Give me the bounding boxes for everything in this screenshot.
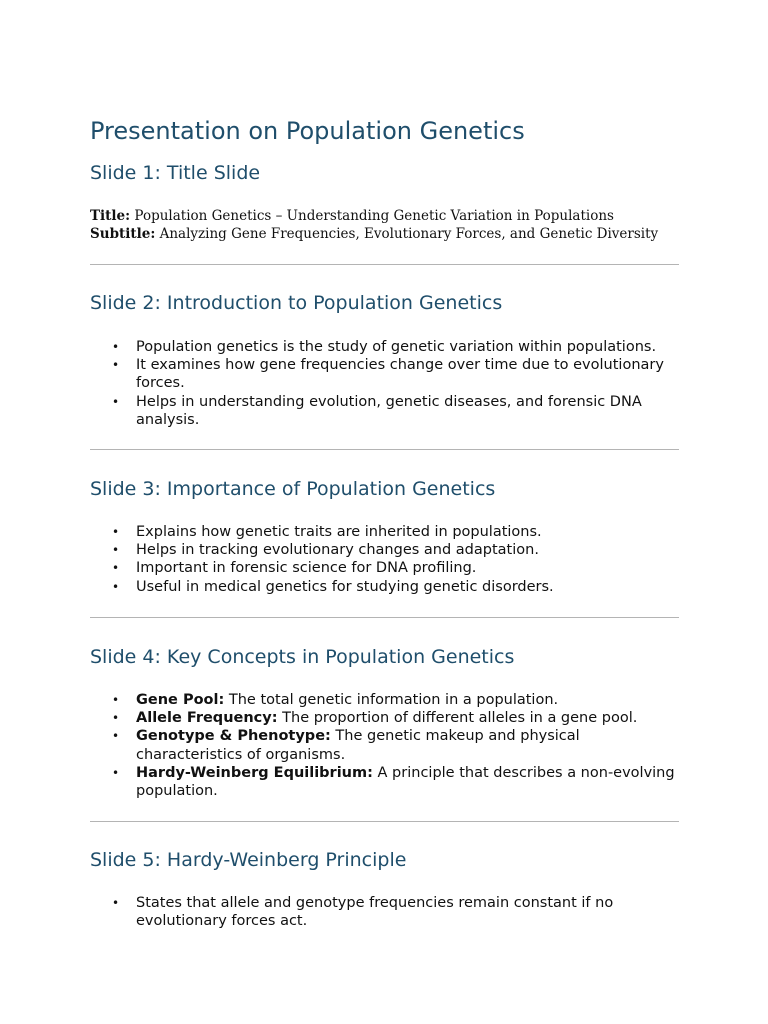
list-item bbox=[90, 523, 680, 541]
term-definition: The total genetic information in a population. bbox=[224, 692, 559, 708]
list-item bbox=[90, 727, 680, 763]
list-item-text: Explains how genetic traits are inherited in populations. bbox=[136, 524, 542, 540]
bullet-icon: • bbox=[112, 358, 120, 373]
list-item-text: Important in forensic science for DNA profiling. bbox=[136, 560, 477, 577]
bullet-icon: • bbox=[112, 394, 120, 409]
list-item bbox=[90, 764, 680, 800]
slide-2-bullet-list bbox=[90, 338, 680, 429]
term-label: Genotype & Phenotype: bbox=[136, 728, 331, 745]
subtitle-label: Subtitle: bbox=[90, 226, 156, 242]
document-title: Presentation on Population Genetics bbox=[90, 117, 525, 145]
list-item-text: States that allele and genotype frequencies remain constant if no evolutionary forces act. bbox=[136, 895, 614, 930]
slide-1-title-line bbox=[90, 207, 658, 225]
bullet-icon: • bbox=[112, 765, 120, 780]
slide-3-heading: Slide 3: Importance of Population Genetics bbox=[90, 478, 496, 500]
slide-4-heading: Slide 4: Key Concepts in Population Genetics bbox=[90, 646, 515, 668]
section-divider bbox=[90, 264, 679, 265]
list-item-text: Useful in medical genetics for studying genetic disorders. bbox=[136, 578, 554, 595]
section-divider bbox=[90, 449, 679, 450]
bullet-icon: • bbox=[112, 561, 120, 576]
list-item-text: Helps in tracking evolutionary changes and adaptation. bbox=[136, 542, 539, 559]
term-label: Allele Frequency: bbox=[136, 710, 278, 727]
list-item bbox=[90, 356, 680, 392]
subtitle-text: Analyzing Gene Frequencies, Evolutionary Forces, and Genetic Diversity bbox=[159, 226, 659, 242]
slide-1-heading: Slide 1: Title Slide bbox=[90, 162, 261, 184]
bullet-icon: • bbox=[112, 693, 120, 707]
title-text: Population Genetics – Understanding Genetic Variation in Populations bbox=[134, 208, 614, 224]
bullet-icon: • bbox=[112, 729, 120, 744]
list-item bbox=[90, 894, 680, 930]
section-divider bbox=[90, 821, 679, 822]
list-item bbox=[90, 541, 680, 559]
list-item-text: It examines how gene frequencies change over time due to evolutionary forces. bbox=[136, 357, 664, 392]
bullet-icon: • bbox=[112, 711, 120, 726]
slide-5-bullet-list bbox=[90, 894, 680, 930]
slide-5-heading: Slide 5: Hardy-Weinberg Principle bbox=[90, 849, 407, 871]
list-item bbox=[90, 709, 680, 727]
list-item bbox=[90, 338, 680, 356]
term-definition: A principle that describes a non-evolving population. bbox=[136, 764, 675, 800]
bullet-icon: • bbox=[112, 340, 120, 354]
title-label: Title: bbox=[90, 208, 131, 224]
bullet-icon: • bbox=[112, 525, 120, 539]
bullet-icon: • bbox=[112, 543, 120, 558]
list-item-text: Population genetics is the study of genetic variation within populations. bbox=[136, 339, 657, 355]
list-item bbox=[90, 691, 680, 709]
slide-4-bullet-list bbox=[90, 691, 680, 800]
list-item bbox=[90, 578, 680, 596]
list-item bbox=[90, 393, 680, 429]
term-label: Hardy-Weinberg Equilibrium: bbox=[136, 764, 373, 781]
slide-1-title-block bbox=[90, 207, 658, 243]
bullet-icon: • bbox=[112, 896, 120, 910]
list-item bbox=[90, 559, 680, 577]
slide-3-bullet-list bbox=[90, 523, 680, 596]
term-definition: The proportion of different alleles in a gene pool. bbox=[277, 710, 638, 727]
term-definition: The genetic makeup and physical characteristics of organisms. bbox=[136, 728, 580, 763]
slide-2-heading: Slide 2: Introduction to Population Genetics bbox=[90, 292, 503, 314]
slide-1-subtitle-line bbox=[90, 225, 658, 243]
section-divider bbox=[90, 617, 679, 618]
term-label: Gene Pool: bbox=[136, 692, 225, 708]
bullet-icon: • bbox=[112, 579, 120, 594]
list-item-text: Helps in understanding evolution, genetic diseases, and forensic DNA analysis. bbox=[136, 393, 642, 428]
